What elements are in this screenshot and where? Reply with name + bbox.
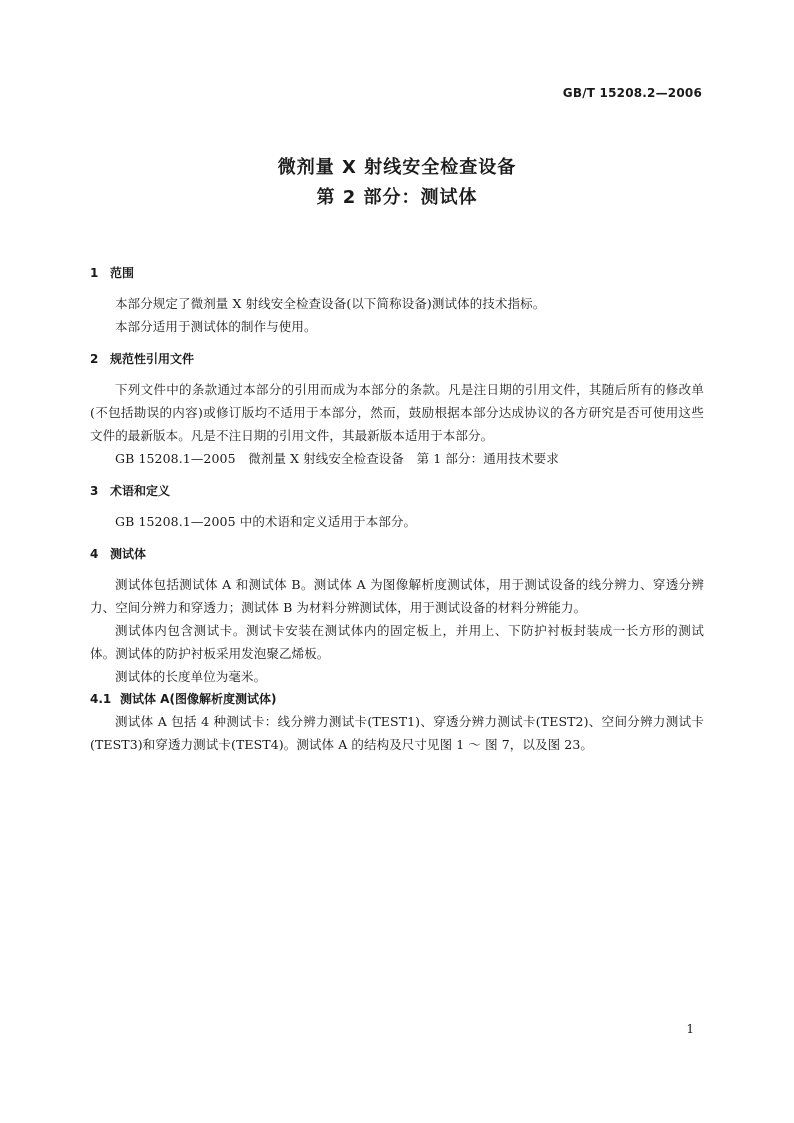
section-heading-normative-references bbox=[90, 348, 704, 370]
section-heading-test-piece bbox=[90, 543, 704, 565]
section-title: 范围 bbox=[110, 266, 135, 280]
section-number: 2 bbox=[90, 352, 99, 366]
paragraph: 测试体的长度单位为毫米。 bbox=[115, 669, 267, 684]
paragraph: 本部分规定了微剂量 X 射线安全检查设备(以下简称设备)测试体的技术指标。 bbox=[115, 296, 546, 311]
section-title: 测试体 A(图像解析度测试体) bbox=[120, 692, 277, 706]
document-subtitle: 第 2 部分：测试体 bbox=[316, 187, 478, 208]
paragraph: 测试体 A 包括 4 种测试卡：线分辨力测试卡(TEST1)、穿透分辨力测试卡(TEST2)、空间分辨力测试卡(TEST3)和穿透力测试卡(TEST4)。测试体 A 的结构及尺寸见图 1 ～ 图 7，以及图 23。 bbox=[90, 714, 704, 752]
section-number: 3 bbox=[90, 484, 99, 498]
section-number: 1 bbox=[90, 266, 99, 280]
section-number: 4 bbox=[90, 547, 99, 561]
document-title: 微剂量 X 射线安全检查设备 bbox=[277, 157, 517, 178]
page-number: 1 bbox=[686, 1022, 694, 1036]
subsection-heading-test-piece-a bbox=[90, 688, 704, 710]
section-heading-scope bbox=[90, 262, 704, 284]
paragraph: 下列文件中的条款通过本部分的引用而成为本部分的条款。凡是注日期的引用文件，其随后所有的修改单(不包括勘误的内容)或修订版均不适用于本部分，然而，鼓励根据本部分达成协议的各方研究是否可使用这些文件的最新版本。凡是不注日期的引用文件，其最新版本适用于本部分。 bbox=[90, 382, 704, 443]
reference-entry: GB 15208.1—2005 微剂量 X 射线安全检查设备 第 1 部分：通用技术要求 bbox=[115, 451, 559, 466]
document-body bbox=[90, 262, 704, 756]
paragraph: 测试体内包含测试卡。测试卡安装在测试体内的固定板上，并用上、下防护衬板封装成一长方形的测试体。测试体的防护衬板采用发泡聚乙烯板。 bbox=[90, 623, 704, 661]
standard-code: GB/T 15208.2—2006 bbox=[562, 86, 702, 100]
section-title: 测试体 bbox=[110, 547, 147, 561]
paragraph: GB 15208.1—2005 中的术语和定义适用于本部分。 bbox=[115, 514, 417, 529]
section-heading-terms bbox=[90, 480, 704, 502]
section-title: 规范性引用文件 bbox=[110, 352, 195, 366]
section-number: 4.1 bbox=[90, 692, 112, 706]
paragraph: 测试体包括测试体 A 和测试体 B。测试体 A 为图像解析度测试体，用于测试设备的线分辨力、穿透分辨力、空间分辨力和穿透力；测试体 B 为材料分辨测试体，用于测试设备的材料分辨能力。 bbox=[90, 577, 704, 615]
paragraph: 本部分适用于测试体的制作与使用。 bbox=[115, 319, 317, 334]
section-title: 术语和定义 bbox=[110, 484, 171, 498]
